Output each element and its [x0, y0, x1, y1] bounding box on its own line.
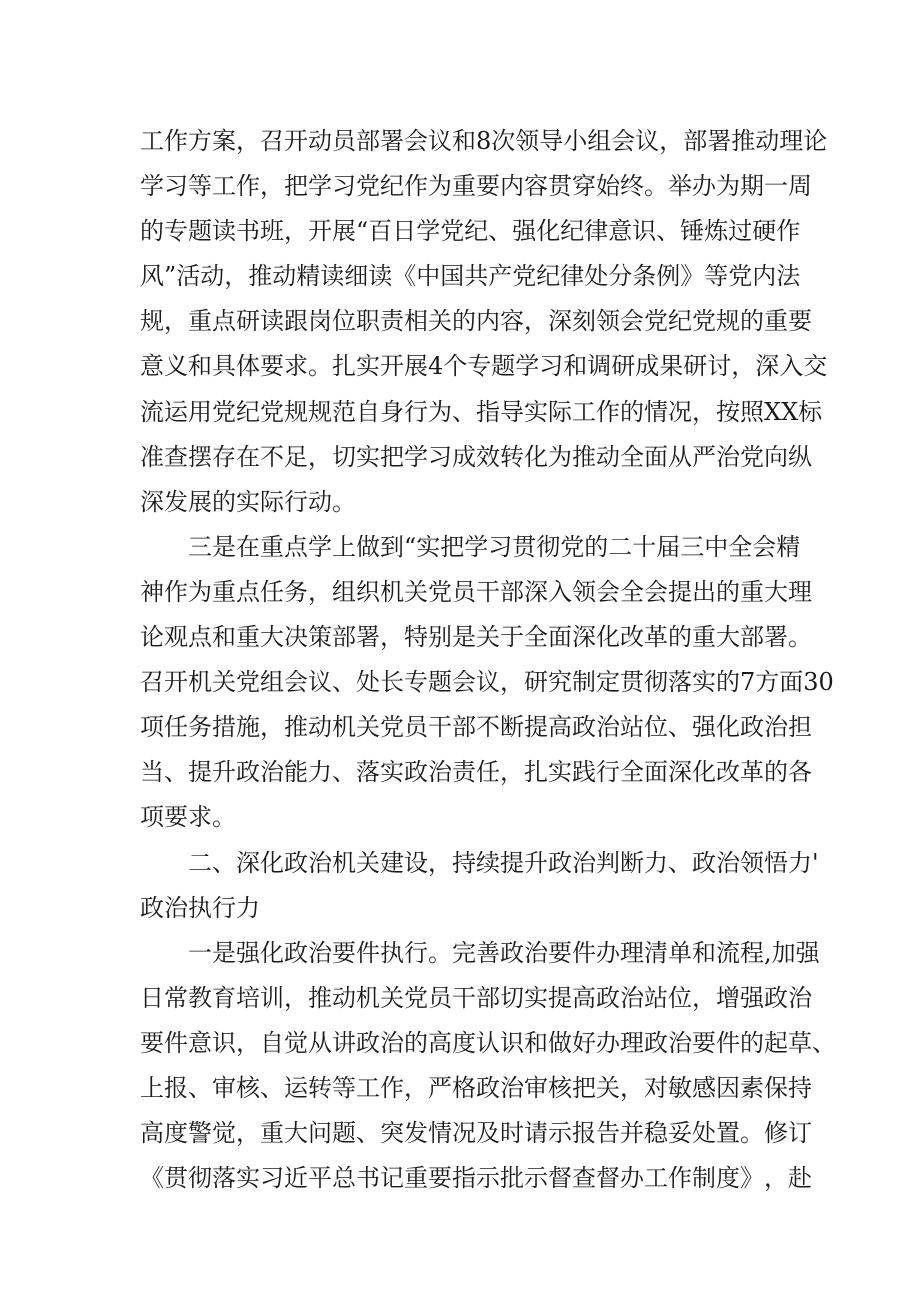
text-line: 论 观 点 和 重 大 决 策 部 署 ， 特 别 是 关 于 全 面 深 化 改 革 的 重 大 部 署 。	[140, 623, 812, 652]
text-line: 的 专 题 读 书 班 ， 开 展 “ 百 日 学 党 纪 、 强 化 纪 律 意 识 、 锤 炼 过 硬 作	[140, 217, 801, 246]
text-line: 日 常 教 育 培 训 ， 推 动 机 关 党 员 干 部 切 实 提 高 政 治 站 位 ， 增 强 政 治	[140, 983, 812, 1012]
text-line: 要 件 意 识 ， 自 觉 从 讲 政 治 的 高 度 认 识 和 做 好 办 理 政 治 要 件 的 起 草 、	[140, 1028, 836, 1057]
text-line: 政治执行力	[140, 893, 260, 922]
text-line: 规 ， 重 点 研 读 跟 岗 位 职 责 相 关 的 内 容 ， 深 刻 领 会 党 纪 党 规 的 重 要	[140, 307, 812, 336]
text-line: 意 义 和 具 体 要 求 。 扎 实 开 展 4 个 专 题 学 习 和 调 研 成 果 研 讨 ， 深 入 交	[140, 352, 828, 381]
text-line: 召 开 机 关 党 组 会 议 、 处 长 专 题 会 议 ， 研 究 制 定 贯 彻 落 实 的 7 方 面 30	[140, 668, 834, 697]
text-line: 当 、 提 升 政 治 能 力 、 落 实 政 治 责 任 ， 扎 实 践 行 全 面 深 化 改 革 的 各	[140, 758, 812, 787]
text-line: 项 任 务 措 施 ， 推 动 机 关 党 员 干 部 不 断 提 高 政 治 站 位 、 强 化 政 治 担	[140, 713, 812, 742]
document-body	[140, 119, 836, 1201]
text-line: 项要求。	[140, 803, 236, 832]
text-line: 二 、 深 化 政 治 机 关 建 设 ， 持 续 提 升 政 治 判 断 力 、 政 治 领 悟 力 '	[188, 848, 819, 877]
text-line: 上 报 、 审 核 、 运 转 等 工 作 ， 严 格 政 治 审 核 把 关 ， 对 敏 感 因 素 保 持	[140, 1073, 812, 1102]
text-line: 深发展的实际行动。	[140, 487, 356, 516]
text-line: 神 作 为 重 点 任 务 ， 组 织 机 关 党 员 干 部 深 入 领 会 全 会 提 出 的 重 大 理	[140, 577, 812, 606]
text-line: 风 ” 活 动 ， 推 动 精 读 细 读 《 中 国 共 产 党 纪 律 处 分 条 例 》 等 党 内 法	[140, 262, 801, 291]
text-line: 高 度 警 觉 ， 重 大 问 题 、 突 发 情 况 及 时 请 示 报 告 并 稳 妥 处 置 。 修 订	[140, 1119, 812, 1148]
text-line: 准 查 摆 存 在 不 足 ， 切 实 把 学 习 成 效 转 化 为 推 动 全 面 从 严 治 党 向 纵	[140, 442, 812, 471]
text-line: 学 习 等 工 作 ， 把 学 习 党 纪 作 为 重 要 内 容 贯 穿 始 终 。 举 办 为 期 一 周	[140, 172, 812, 201]
text-line: 《 贯 彻 落 实 习 近 平 总 书 记 重 要 指 示 批 示 督 查 督 办 工 作 制 度 》 ， 赴	[140, 1164, 812, 1193]
text-line: 流 运 用 党 纪 党 规 规 范 自 身 行 为 、 指 导 实 际 工 作 的 情 况 ， 按 照 XX 标	[140, 397, 823, 426]
text-line: 一 是 强 化 政 治 要 件 执 行 。 完 善 政 治 要 件 办 理 清 单 和 流 程 , 加 强	[188, 938, 820, 967]
text-line: 三 是 在 重 点 学 上 做 到 “ 实 把 学 习 贯 彻 党 的 二 十 届 三 中 全 会 精	[188, 532, 801, 561]
text-line: 工 作 方 案 ， 召 开 动 员 部 署 会 议 和 8 次 领 导 小 组 会 议 ， 部 署 推 动 理 论	[140, 127, 828, 155]
